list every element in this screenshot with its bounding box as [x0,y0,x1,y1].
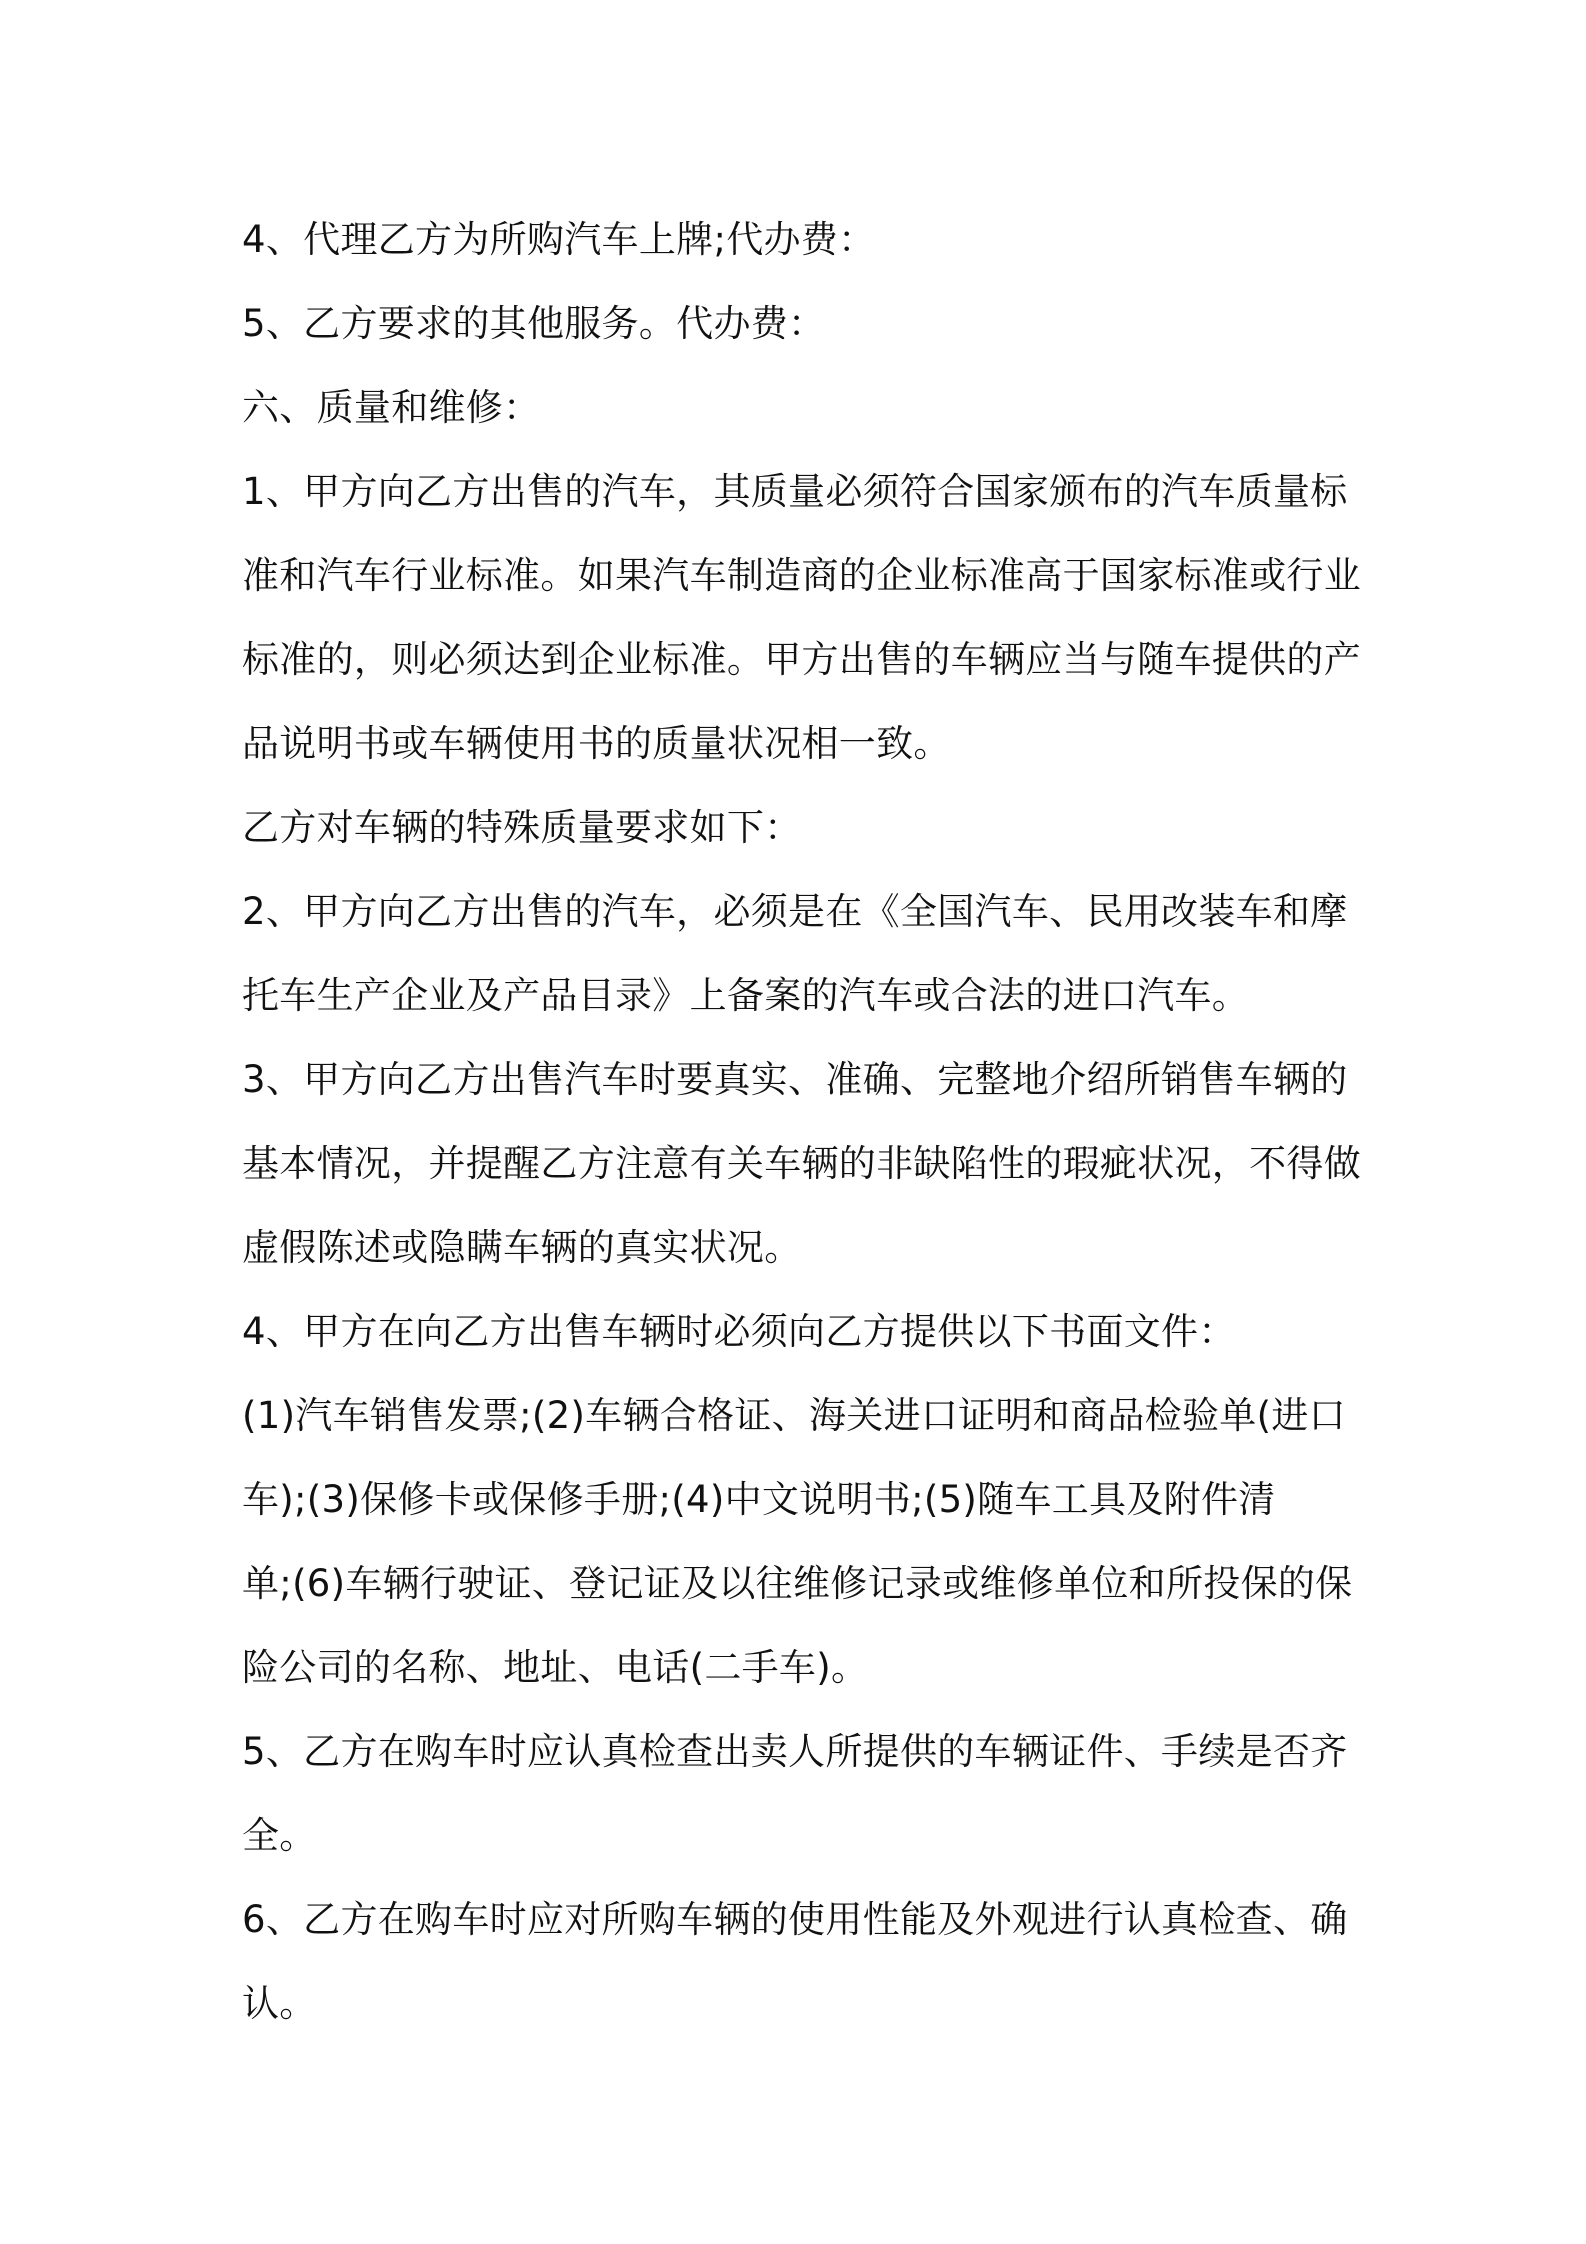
text-line: 全。 [242,1814,317,1857]
text-line: 5、乙方要求的其他服务。代办费： [242,302,826,345]
text-line: 托车生产企业及产品目录》上备案的汽车或合法的进口汽车。 [242,974,1250,1017]
text-line: 虚假陈述或隐瞒车辆的真实状况。 [242,1226,802,1269]
text-line: 3、甲方向乙方出售汽车时要真实、准确、完整地介绍所销售车辆的 [242,1058,1348,1101]
text-line: 标准的，则必须达到企业标准。甲方出售的车辆应当与随车提供的产 [242,638,1361,681]
section-heading: 六、质量和维修： [242,386,541,429]
text-line: 1、甲方向乙方出售的汽车，其质量必须符合国家颁布的汽车质量标 [242,470,1348,513]
text-line: 品说明书或车辆使用书的质量状况相一致。 [242,722,951,765]
document-body [242,198,1362,2046]
text-line: (1)汽车销售发票;(2)车辆合格证、海关进口证明和商品检验单(进口 [242,1394,1346,1437]
text-line: 乙方对车辆的特殊质量要求如下： [242,806,802,849]
text-line: 5、乙方在购车时应认真检查出卖人所提供的车辆证件、手续是否齐 [242,1730,1348,1773]
text-line: 4、代理乙方为所购汽车上牌;代办费： [242,218,876,261]
text-line: 2、甲方向乙方出售的汽车，必须是在《全国汽车、民用改装车和摩 [242,890,1348,933]
text-line: 险公司的名称、地址、电话(二手车)。 [242,1646,869,1689]
text-line: 6、乙方在购车时应对所购车辆的使用性能及外观进行认真检查、确 [242,1898,1348,1941]
text-line: 单;(6)车辆行驶证、登记证及以往维修记录或维修单位和所投保的保 [242,1562,1353,1605]
text-line: 基本情况，并提醒乙方注意有关车辆的非缺陷性的瑕疵状况，不得做 [242,1142,1361,1185]
text-line: 4、甲方在向乙方出售车辆时必须向乙方提供以下书面文件： [242,1310,1236,1353]
text-line: 准和汽车行业标准。如果汽车制造商的企业标准高于国家标准或行业 [242,554,1361,597]
text-line: 车);(3)保修卡或保修手册;(4)中文说明书;(5)随车工具及附件清 [242,1478,1276,1521]
text-line: 认。 [242,1982,317,2025]
